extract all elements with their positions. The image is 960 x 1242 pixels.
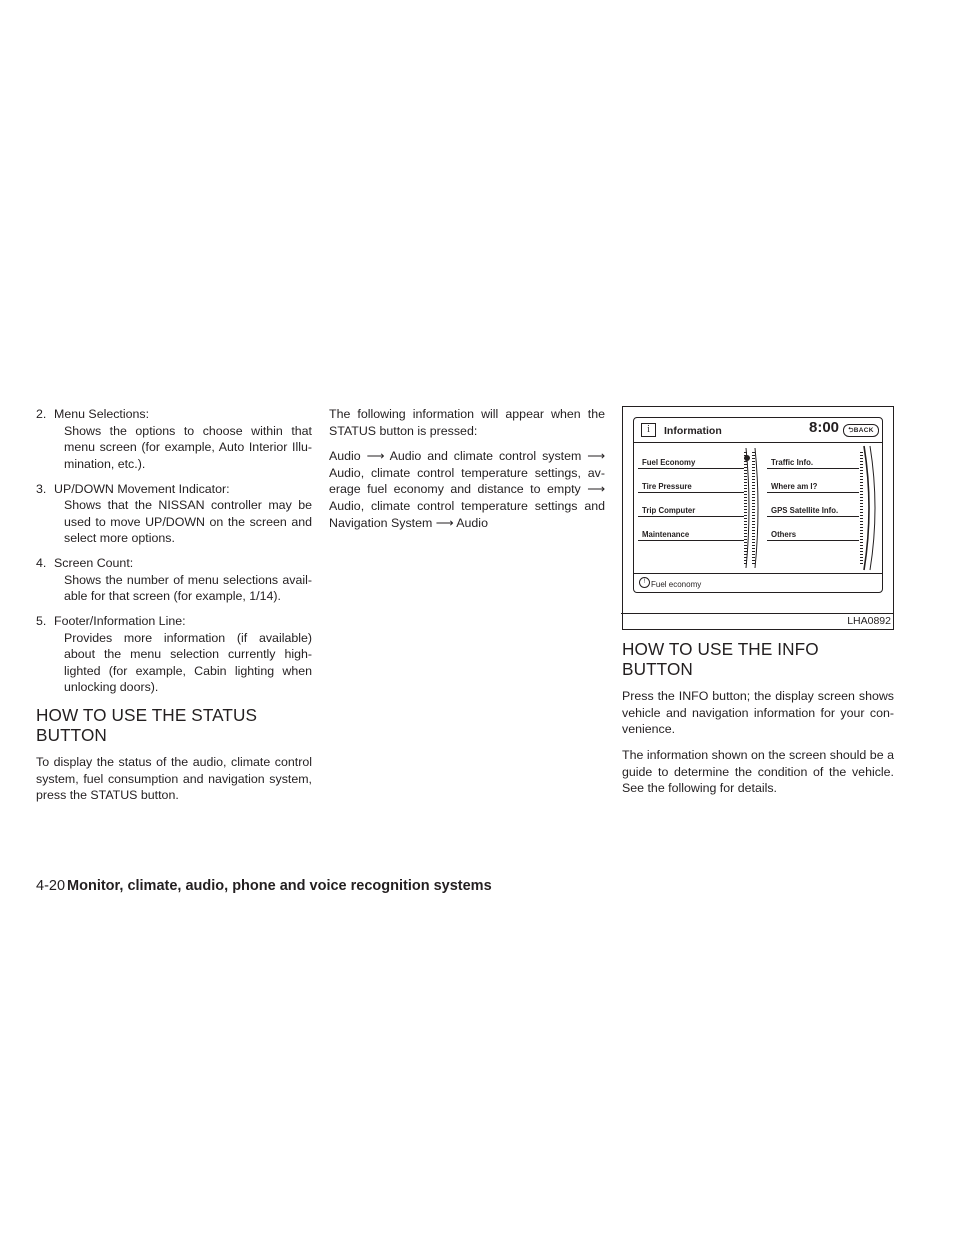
info-paragraph-2: The information shown on the screen should be a guide to determine the condition of the vehicle. See the following for details. <box>622 747 894 796</box>
status-button-paragraph: To display the status of the audio, climate control system, fuel consumption and navigation system, press the STATUS button. <box>36 755 312 803</box>
clock: 8:00 <box>809 419 840 436</box>
information-screen-figure <box>622 406 894 630</box>
menu-item-tire-pressure: Tire Pressure <box>642 482 692 491</box>
menu-item-maintenance: Maintenance <box>642 530 690 539</box>
item-number: 4. <box>36 556 47 571</box>
info-paragraph-1: Press the INFO button; the display screen shows vehicle and navigation information for your con- venience. <box>622 689 894 737</box>
list-item <box>36 613 312 696</box>
status-sequence-paragraph: Audio ⟶ Audio and climate control system ⟶ Audio, climate control temperature settings, av- erage fuel economy and distance to empty ⟶ Audio, climate control temperature settings and Navigation System ⟶ Audio <box>329 449 605 530</box>
menu-item-where-am-i: Where am I? <box>771 482 818 491</box>
item-title: Menu Selections: <box>54 407 150 421</box>
alert-icon: ! <box>639 577 650 588</box>
menu-item-fuel-economy: Fuel Economy <box>642 458 696 467</box>
item-title: Screen Count: <box>54 556 134 571</box>
page-number: 4-20 <box>36 878 66 894</box>
right-column <box>622 406 894 806</box>
cursor-dot <box>744 455 750 461</box>
item-number: 5. <box>36 614 47 629</box>
footer-divider <box>634 573 882 574</box>
info-icon: i <box>641 423 656 437</box>
menu-item-trip-computer: Trip Computer <box>642 506 696 515</box>
item-description: Shows the options to choose within that menu screen (for example, Auto Interior Illu- mination, etc.). <box>64 423 312 471</box>
list-item <box>36 406 312 472</box>
page-footer <box>36 878 492 894</box>
screen-title: Information <box>664 425 722 437</box>
screen-decoration <box>634 418 883 593</box>
list-item <box>36 555 312 605</box>
list-item <box>36 481 312 547</box>
menu-item-traffic-info: Traffic Info. <box>771 458 814 467</box>
item-description: Shows that the NISSAN controller may be used to move UP/DOWN on the screen and select more options. <box>64 498 312 546</box>
figure-code: LHA0892 <box>621 613 893 629</box>
middle-column <box>329 406 605 540</box>
legend-list <box>36 406 312 696</box>
item-description: Shows the number of menu selections avail- able for that screen (for example, 1/14). <box>64 572 312 604</box>
info-button-heading: HOW TO USE THE INFO BUTTON <box>622 639 819 679</box>
item-description: Provides more information (if available) about the menu selection currently high- lighted (for example, Cabin lighting when unlocking doors). <box>64 630 312 695</box>
status-intro-paragraph: The following information will appear when the STATUS button is pressed: <box>329 407 605 438</box>
footer-information-line: Fuel economy <box>651 580 702 589</box>
item-title: UP/DOWN Movement Indicator: <box>54 481 230 496</box>
menu-item-gps-satellite-info: GPS Satellite Info. <box>771 506 839 515</box>
display-screen <box>633 417 883 593</box>
item-number: 2. <box>36 407 47 421</box>
chapter-title: Monitor, climate, audio, phone and voice recognition systems <box>67 878 492 894</box>
menu-item-others: Others <box>771 530 797 539</box>
item-title: Footer/Information Line: <box>54 614 186 629</box>
back-label: BACK <box>853 427 874 434</box>
item-number: 3. <box>36 481 47 496</box>
back-button: ⮌BACK <box>843 424 879 437</box>
status-button-heading: HOW TO USE THE STATUS BUTTON <box>36 705 258 745</box>
left-column <box>36 406 312 813</box>
